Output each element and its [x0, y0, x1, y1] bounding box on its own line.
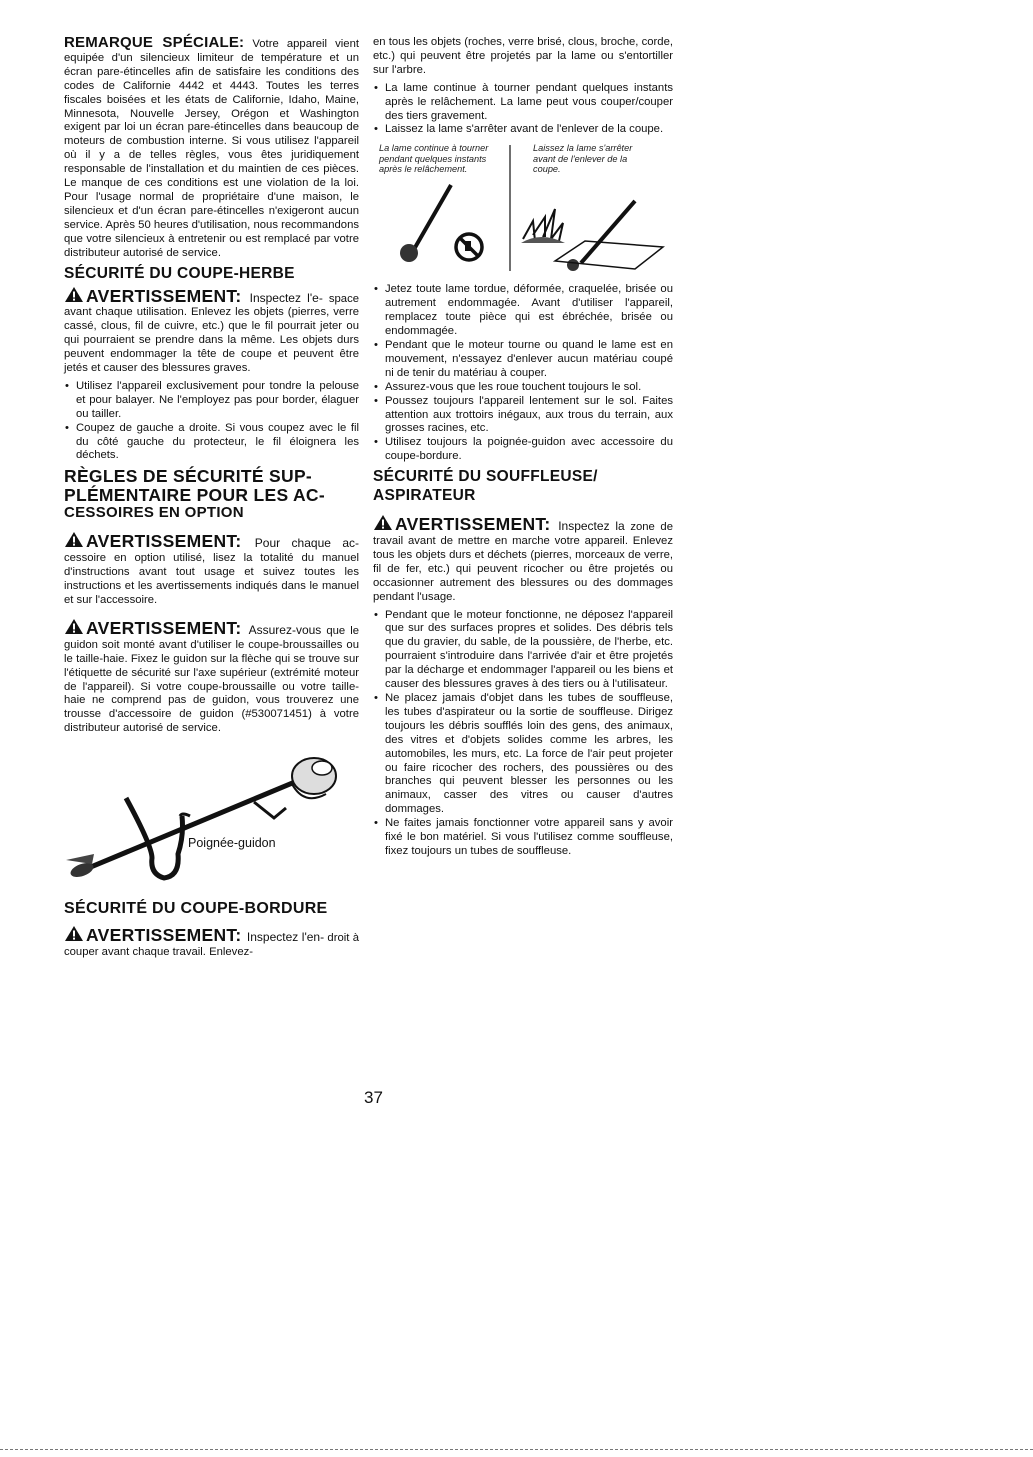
warning-text: zone de travail avant de mettre en marche votre appareil. Enlevez tous les objets durs et déchets (pierres, morceaux de verre, fil de fer, etc.) qui peuvent ricocher ou être projetés ou occasionner autrement des blessures ou des dommages pendant l'usage. — [373, 521, 673, 603]
figure-caption-blade-coasting: La lame continue à tourner pendant quelques instants après le relâchement. — [379, 143, 489, 175]
right-column — [373, 36, 673, 863]
list-item: • Ne faites jamais fonctionner votre appareil sans y avoir fixé le bon matériel. Si vous l'utilisez comme souffleuse, fixez toujours un tubes de souffleuse. — [373, 817, 673, 859]
continued-text: en tous les objets (roches, verre brisé, clous, broche, corde, etc.) qui peuvent être projetés par la lame ou s'entortiller sur l'arbre. — [373, 36, 673, 76]
warning-text: droit à couper avant chaque travail. Enlevez- — [64, 932, 359, 959]
list-item: • Pendant que le moteur tourne ou quand le lame est en mouvement, n'essayez d'enlever aucun matériau coupé ni de tenir du matériau à couper. — [373, 339, 673, 381]
warning-handle — [64, 618, 359, 736]
bottom-divider — [0, 1449, 1033, 1450]
list-item: • Utilisez l'appareil exclusivement pour tondre la pelouse et pour balayer. Ne l'employez pas pour border, élaguer ou tailler. — [64, 380, 359, 422]
warning-lead-text: Inspectez la — [558, 519, 625, 534]
warning-lead-text: Assurez-vous — [248, 622, 322, 637]
list-item: • Jetez toute lame tordue, déformée, craquelée, brisée ou autrement endommagée. Avant d'utiliser l'appareil, remplacez toute pièce qui est ébréchée, brisée ou endommagée. — [373, 283, 673, 339]
list-item: • Utilisez toujours la poignée-guidon avec accessoire du coupe-bordure. — [373, 436, 673, 464]
list-item: • Pendant que le moteur fonctionne, ne déposez l'appareil que sur des surfaces propres et solides. Des débris tels que du gravier, du sable, de la poussière, de l'herbe, etc. pourraient s'introduire dans l'arrivée d'air et être projetés par la décharge et endommager l'appareil ou les biens et causer des blessures graves à des tiers ou à l'utilisateur. — [373, 609, 673, 692]
section-title-blower-line2: ASPIRATEUR — [373, 487, 476, 505]
list-item: • Assurez-vous que les roue touchent toujours le sol. — [373, 381, 673, 395]
list-item: • Coupez de gauche a droite. Si vous coupez avec le fil du côté gauche du protecteur, le fil éloignera les déchets. — [64, 422, 359, 464]
warning-text: cessoire en option utilisé, lisez la totalité du manuel d'instructions avant tout usage et suivez toutes les instructions et les avertissements indiqués dans le manuel et sur l'accessoire. — [64, 552, 359, 606]
warning-lead-text: Inspectez l'en- — [246, 930, 325, 945]
blade-drawing — [373, 143, 673, 273]
special-note — [64, 36, 359, 261]
warning-triangle-icon — [64, 531, 84, 548]
left-column — [64, 36, 359, 964]
warning-edger — [64, 925, 359, 960]
list-item: • Poussez toujours l'appareil lentement sur le sol. Faites attention aux trottoirs inégaux, aux trous du terrain, aux grosses racines, etc. — [373, 395, 673, 437]
warning-text: que le guidon soit monté avant d'utiliser le coupe-broussailles ou le taille-haie. Fixez le guidon sur la flèche qui se trouve sur l'étiquette de sécurité sur l'axe supérieur (extrémité moteur de l'appareil). Si votre coupe-broussaille ou votre taille-haie ne comprend pas de guidon, vous trouverez une trousse d'accessoire de guidon (#530071451) à votre distributeur autorisé de service. — [64, 624, 360, 735]
trimmer-drawing — [64, 746, 359, 888]
section-title-trimmer-safety: SÉCURITÉ DU COUPE-HERBE — [64, 264, 295, 282]
warning-text: space avant chaque utilisation. Enlevez les objets (pierres, verre cassé, clous, fil de cuivre, etc.) que le fil pourrait jeter ou qui pourraient se prendre dans la même. Les objets durs peuvent endommager la tête de coupe et peuvent être jetés et causer des blessures graves. — [64, 292, 360, 375]
warning-label: AVERTISSEMENT: — [86, 617, 242, 638]
list-item: • La lame continue à tourner pendant quelques instants après le relâchement. La lame peut vous couper/couper des tiers gravement. — [373, 82, 673, 124]
warning-label: AVERTISSEMENT: — [86, 925, 242, 946]
list-item: • Ne placez jamais d'objet dans les tubes de souffleuse, les tubes d'aspirateur ou la sortie de souffleuse. Dirigez toujours les débris soufflés loin des gens, des animaux, des vitres et d'objets solides comme les arbres, les automobiles, les murs, etc. La force de l'air peut projeter ou faire ricocher des rochers, des poussières ou des branches qui peuvent blesser les personnes ou les animaux, casser des vitres ou causer d'autres dommages. — [373, 692, 673, 817]
section-title-accessories-line3: CESSOIRES EN OPTION — [64, 504, 244, 522]
warning-lead-text: Inspectez l'e- — [249, 290, 323, 305]
section-title-accessories-line1: RÈGLES DE SÉCURITÉ SUP- — [64, 466, 313, 487]
trimmer-safety-list — [64, 380, 359, 463]
trimmer-handle-illustration — [64, 746, 359, 888]
edger-safety-list — [373, 283, 673, 464]
warning-triangle-icon — [64, 286, 84, 303]
warning-triangle-icon — [373, 514, 393, 531]
warning-blower — [373, 514, 673, 604]
warning-triangle-icon — [64, 618, 84, 635]
section-title-blower-line1: SÉCURITÉ DU SOUFFLEUSE/ — [373, 468, 598, 486]
warning-label: AVERTISSEMENT: — [86, 531, 242, 552]
page-number: 37 — [364, 1088, 383, 1107]
figure-caption-handle: Poignée-guidon — [188, 836, 276, 851]
blower-safety-list — [373, 609, 673, 859]
figure-caption-blade-stop: Laissez la lame s'arrêter avant de l'enlever de la coupe. — [533, 143, 633, 175]
blade-stop-illustration — [373, 143, 673, 273]
warning-label: AVERTISSEMENT: — [395, 514, 551, 535]
blade-safety-list — [373, 82, 673, 138]
warning-label: AVERTISSEMENT: — [86, 285, 242, 306]
special-note-title: REMARQUE SPÉCIALE: — [64, 34, 245, 51]
warning-trimmer — [64, 286, 359, 376]
section-title-edger-safety: SÉCURITÉ DU COUPE-BORDURE — [64, 900, 328, 918]
list-item: • Laissez la lame s'arrêter avant de l'enlever de la coupe. — [373, 123, 673, 137]
warning-accessories — [64, 531, 359, 608]
special-note-text: Votre appareil vient equipée d'un silencieux limiteur de température et un écran pare-étincelles afin de satisfaire les conditions des codes de Californie 4442 et 4443. Toutes les terres fiscales boisées et les états de Californie, Idaho, Maine, Minnesota, Nouvelle Jersey, Orégon et Washington exigent par loi un écran pare-étincelles dans beaucoup de moteurs de combustion interne. Si vous utilisez l'appareil où il y a de telles règles, vous êtes juridiquement responsable de l'installation et du maintien de ces pièces. Le manque de ces conditions est une violation de la loi. Pour l'usage normal de propriétaire d'une maison, le silencieux et d'un écran pare-étincelles n'exigeront aucun service. Après 50 heures d'utilisation, nous recommandons que votre silencieux à entretenir ou est remplacé par votre distributeur autorisé de service. — [64, 38, 360, 259]
warning-lead-text: Pour chaque ac- — [254, 536, 359, 551]
section-title-accessories-line2: PLÉMENTAIRE POUR LES AC- — [64, 485, 325, 506]
warning-triangle-icon — [64, 925, 84, 942]
